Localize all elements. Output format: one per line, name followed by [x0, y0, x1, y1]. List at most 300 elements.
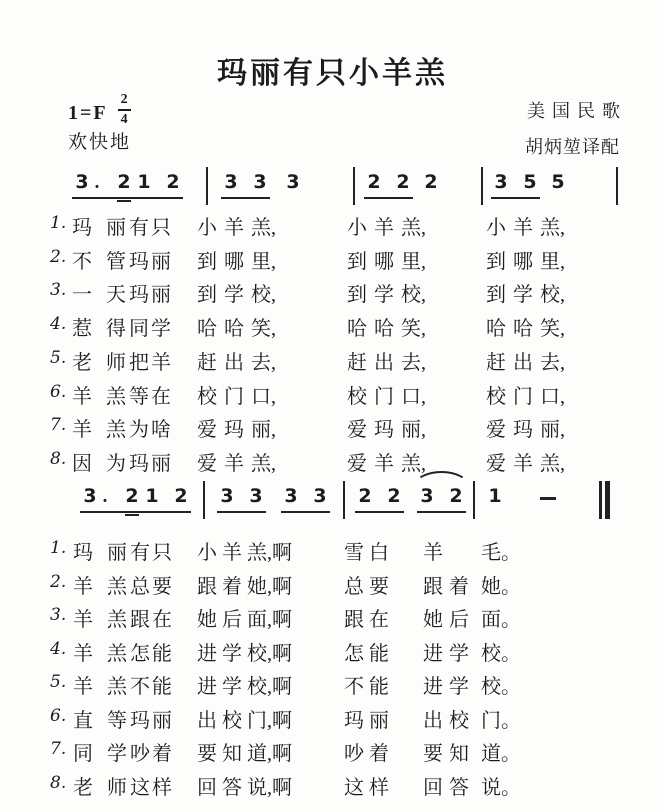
beamed-note-group [281, 485, 330, 513]
lyric-syllable: 只 [151, 217, 171, 239]
lyric-syllable: 师 [106, 351, 126, 374]
lyric-syllable: 玛 [130, 709, 150, 732]
lyric-syllable: 羔, [540, 217, 565, 239]
verse-row [0, 380, 665, 407]
lyric-syllable: 爱 [347, 452, 367, 475]
note: 3 [75, 171, 89, 193]
lyric-syllable: 丽 [106, 217, 126, 239]
lyric-syllable: 跟 [130, 609, 150, 631]
verse-row [0, 570, 665, 597]
lyric-syllable: 玛 [224, 419, 244, 442]
beamed-note-group [217, 485, 266, 513]
lyric-syllable: 校 [197, 385, 217, 408]
verse-row [0, 312, 665, 339]
lyric-syllable: 校, [251, 284, 276, 307]
lyric-syllable: 面。 [481, 609, 521, 631]
lyric-syllable: 道。 [481, 743, 521, 765]
lyric-syllable: 出 [423, 709, 443, 732]
lyric-syllable: 怎 [344, 642, 364, 665]
lyric-syllable: 能 [152, 676, 172, 698]
lyric-syllable: 赶 [486, 351, 506, 374]
lyric-syllable: 羊 [73, 609, 93, 631]
lyric-syllable: 羔, [401, 452, 426, 475]
verse-number: 1. [50, 213, 67, 233]
lyric-syllable: 玛 [72, 217, 92, 239]
lyric-syllable: 啊 [272, 609, 292, 631]
lyric-syllable: 跟 [344, 609, 364, 631]
song-origin: 美国民歌 [527, 101, 627, 121]
note: 3 [313, 485, 327, 507]
lyric-syllable: 说。 [481, 776, 521, 799]
lyric-syllable: 羔, [540, 452, 565, 475]
lyric-syllable: 里, [401, 250, 426, 273]
lyric-syllable: 着 [222, 575, 242, 598]
verse-row [0, 447, 665, 474]
lyric-syllable: 总 [344, 575, 364, 598]
lyric-syllable: 哪 [224, 250, 244, 273]
lyric-syllable: 丽 [151, 250, 171, 273]
beamed-note-group [355, 485, 404, 513]
lyric-syllable: 到 [197, 284, 217, 307]
final-barline-thick [605, 481, 610, 519]
verse-number: 5. [50, 347, 67, 368]
lyric-syllable: 羔, [251, 452, 276, 475]
verse-row [0, 245, 665, 272]
lyric-syllable: 去, [540, 351, 565, 374]
lyric-syllable: 玛 [73, 542, 93, 564]
lyric-syllable: 丽, [401, 419, 426, 442]
lyric-syllable: 玛 [129, 452, 149, 475]
lyric-syllable: 口, [401, 385, 426, 408]
time-signature-numerator: 2 [118, 93, 131, 111]
lyric-syllable: 哪 [513, 250, 533, 273]
lyric-syllable: 学 [151, 318, 171, 341]
time-signature-denominator: 4 [120, 112, 128, 127]
lyric-syllable: 羊 [423, 542, 443, 564]
lyric-syllable: 啊 [272, 542, 292, 564]
verse-row [0, 670, 665, 697]
lyric-syllable: 丽 [152, 709, 172, 732]
duration-dot: . [102, 486, 108, 507]
note: 3 [494, 171, 508, 193]
lyric-syllable: 羊 [72, 419, 92, 442]
verse-number: 7. [50, 415, 67, 436]
lyric-syllable: 等 [107, 709, 127, 732]
note: 2 [449, 485, 463, 507]
lyric-syllable: 哈 [374, 318, 394, 341]
lyric-syllable: 校。 [481, 642, 521, 665]
lyric-syllable: 啊 [272, 709, 292, 732]
verse-row [0, 346, 665, 373]
verse-row [0, 278, 665, 305]
lyric-syllable: 校 [449, 709, 469, 732]
lyric-syllable: 玛 [129, 250, 149, 273]
note: 2 [117, 171, 131, 193]
lyric-syllable: 啊 [272, 676, 292, 698]
note: 3 [253, 171, 267, 193]
lyric-syllable: 在 [151, 385, 171, 408]
lyric-syllable: 她 [423, 609, 443, 631]
lyric-syllable: 总 [130, 575, 150, 598]
barline [206, 167, 208, 205]
lyric-syllable: 哪 [374, 250, 394, 273]
lyric-syllable: 这 [344, 776, 364, 799]
verse-number: 1. [50, 538, 67, 558]
lyric-syllable: 爱 [347, 419, 367, 442]
lyric-syllable: 着 [369, 743, 389, 765]
verse-row [0, 737, 665, 764]
lyric-syllable: 怎 [130, 642, 150, 665]
lyric-syllable: 等 [129, 385, 149, 408]
lyric-syllable: 校, [247, 642, 272, 665]
lyric-syllable: 啊 [272, 575, 292, 598]
lyric-syllable: 学 [374, 284, 394, 307]
lyric-syllable: 她 [197, 609, 217, 631]
lyric-syllable: 到 [197, 250, 217, 273]
lyric-syllable: 出 [374, 351, 394, 374]
note: 2 [174, 485, 188, 507]
lyric-syllable: 小 [197, 217, 217, 239]
lyric-syllable: 样 [369, 776, 389, 799]
barline [203, 481, 205, 519]
lyric-syllable: 啊 [272, 642, 292, 665]
lyric-syllable: 学 [513, 284, 533, 307]
lyric-syllable: 把 [129, 351, 149, 374]
lyric-syllable: 校 [347, 385, 367, 408]
lyric-syllable: 直 [73, 709, 93, 732]
lyric-syllable: 要 [423, 743, 443, 765]
lyric-syllable: 学 [107, 743, 127, 765]
lyric-syllable: 羔 [107, 575, 127, 598]
lyric-syllable: 羊 [224, 452, 244, 475]
note: 2 [166, 171, 180, 193]
lyric-syllable: 校, [401, 284, 426, 307]
lyric-syllable: 有 [130, 542, 150, 564]
lyric-syllable: 笑, [540, 318, 565, 341]
lyric-syllable: 回 [423, 776, 443, 799]
lyric-syllable: 哈 [224, 318, 244, 341]
lyric-syllable: 学 [222, 676, 242, 698]
lyric-syllable: 得 [106, 318, 126, 341]
lyric-syllable: 跟 [423, 575, 443, 598]
lyric-syllable: 跟 [197, 575, 217, 598]
lyric-syllable: 她。 [481, 575, 521, 598]
barline [616, 167, 618, 205]
lyric-syllable: 爱 [486, 419, 506, 442]
verse-row [0, 771, 665, 798]
verse-number: 4. [50, 638, 67, 659]
lyric-syllable: 她, [247, 575, 272, 598]
note: 3 [220, 485, 234, 507]
lyric-syllable: 羊 [73, 676, 93, 698]
verse-row [0, 536, 665, 563]
lyric-syllable: 羊 [513, 452, 533, 475]
beamed-note-group [80, 485, 142, 513]
lyric-syllable: 啊 [272, 776, 292, 799]
lyric-syllable: 进 [197, 676, 217, 698]
lyric-syllable: 羔, [401, 217, 426, 239]
lyric-syllable: 羊 [73, 642, 93, 665]
lyric-syllable: 白 [369, 542, 389, 564]
lyric-syllable: 玛 [374, 419, 394, 442]
lyric-syllable: 羊 [72, 385, 92, 408]
lyric-syllable: 丽 [369, 709, 389, 732]
lyric-syllable: 进 [423, 676, 443, 698]
lyric-syllable: 羔 [106, 385, 126, 408]
lyric-syllable: 校。 [481, 676, 521, 698]
note: 2 [424, 171, 438, 193]
lyric-syllable: 老 [72, 351, 92, 374]
verse-number: 3. [50, 280, 67, 301]
note: 5 [551, 171, 565, 193]
lyric-syllable: 校 [222, 709, 242, 732]
lyric-syllable: 校, [540, 284, 565, 307]
lyric-syllable: 能 [369, 642, 389, 665]
lyric-syllable: 回 [197, 776, 217, 799]
verse-number: 6. [50, 705, 67, 726]
beamed-note-group [491, 171, 540, 199]
lyric-syllable: 进 [197, 642, 217, 665]
note: 2 [396, 171, 410, 193]
lyric-syllable: 羔, [251, 217, 276, 239]
note: 1 [488, 485, 502, 507]
lyric-syllable: 啥 [151, 419, 171, 442]
lyric-syllable: 吵 [130, 743, 150, 765]
lyric-syllable: 为 [106, 452, 126, 475]
final-barline-thin [599, 481, 602, 519]
verse-number: 3. [50, 605, 67, 625]
lyric-syllable: 惹 [72, 318, 92, 341]
lyric-syllable: 雪 [344, 542, 364, 564]
lyric-syllable: 答 [449, 776, 469, 799]
barline [343, 481, 345, 519]
lyric-syllable: 丽 [107, 542, 127, 564]
lyric-syllable: 出 [197, 709, 217, 732]
song-title: 玛丽有只小羊羔 [217, 57, 448, 90]
lyric-syllable: 羔 [107, 609, 127, 631]
beamed-note-group [364, 171, 413, 199]
notation-line-2 [0, 485, 665, 527]
lyric-syllable: 校, [247, 676, 272, 698]
lyric-syllable: 门 [513, 385, 533, 408]
verse-row [0, 413, 665, 440]
beamed-note-group [417, 485, 466, 513]
lyric-syllable: 要 [197, 743, 217, 765]
lyric-syllable: 笑, [401, 318, 426, 341]
credits [525, 97, 627, 159]
note: 5 [523, 171, 537, 193]
lyric-syllable: 笑, [251, 318, 276, 341]
lyric-syllable: 羔, [247, 542, 272, 564]
lyric-syllable: 羊 [513, 217, 533, 239]
lyric-syllable: 因 [72, 452, 92, 475]
lyric-syllable: 后 [449, 609, 469, 631]
beamed-note-group [221, 171, 270, 199]
lyric-syllable: 小 [486, 217, 506, 239]
lyric-syllable: 学 [224, 284, 244, 307]
lyric-syllable: 口, [251, 385, 276, 408]
lyric-syllable: 爱 [486, 452, 506, 475]
note: 3 [284, 485, 298, 507]
note: 2 [358, 485, 372, 507]
lyric-syllable: 啊 [272, 743, 292, 765]
lyric-syllable: 羊 [374, 452, 394, 475]
lyric-syllable: 说, [247, 776, 272, 799]
lyric-syllable: 学 [449, 676, 469, 698]
half-note-dash [540, 497, 556, 500]
verse-number: 6. [50, 381, 67, 402]
lyric-syllable: 面, [247, 609, 272, 631]
lyric-syllable: 去, [251, 351, 276, 374]
arranger-credit: 胡炳堃译配 [525, 137, 620, 157]
note: 3 [249, 485, 263, 507]
lyric-syllable: 毛。 [481, 542, 521, 564]
lyric-syllable: 不 [344, 676, 364, 698]
lyric-syllable: 小 [197, 542, 217, 564]
lyric-syllable: 在 [369, 609, 389, 631]
lyric-syllable: 到 [347, 284, 367, 307]
verse-number: 8. [50, 448, 67, 469]
lyric-syllable: 答 [222, 776, 242, 799]
lyric-syllable: 门。 [481, 709, 521, 732]
lyric-syllable: 不 [72, 250, 92, 273]
lyric-syllable: 要 [369, 575, 389, 598]
lyric-syllable: 这 [130, 776, 150, 799]
lyric-syllable: 道, [247, 743, 272, 765]
verse-number: 2. [50, 571, 67, 592]
lyric-syllable: 知 [449, 743, 469, 765]
lyric-syllable: 赶 [197, 351, 217, 374]
duration-dot: . [94, 172, 100, 193]
lyric-syllable: 同 [73, 743, 93, 765]
lyric-syllable: 不 [130, 676, 150, 698]
verse-row [0, 637, 665, 664]
lyric-syllable: 进 [423, 642, 443, 665]
key-and-time-signature [68, 93, 131, 127]
verse-row [0, 603, 665, 630]
note: 2 [387, 485, 401, 507]
lyric-syllable: 哈 [486, 318, 506, 341]
verse-number: 2. [50, 246, 67, 267]
verse-number: 5. [50, 672, 67, 692]
lyric-syllable: 羔 [106, 419, 126, 442]
lyric-syllable: 小 [347, 217, 367, 239]
lyric-syllable: 能 [152, 642, 172, 665]
lyric-syllable: 门 [374, 385, 394, 408]
lyric-syllable: 样 [152, 776, 172, 799]
barline [473, 481, 475, 519]
verse-number: 8. [50, 772, 67, 793]
lyric-syllable: 到 [486, 250, 506, 273]
lyric-syllable: 去, [401, 351, 426, 374]
lyric-syllable: 口, [540, 385, 565, 408]
lyric-syllable: 丽, [251, 419, 276, 442]
lyric-syllable: 里, [540, 250, 565, 273]
note: 1 [137, 171, 151, 193]
notation-line-1 [0, 171, 665, 213]
lyric-syllable: 门, [247, 709, 272, 732]
lyric-syllable: 后 [222, 609, 242, 631]
note: 2 [125, 485, 139, 507]
lyric-syllable: 为 [129, 419, 149, 442]
lyric-syllable: 只 [152, 542, 172, 564]
lyric-syllable: 羊 [374, 217, 394, 239]
barline [481, 167, 483, 205]
note: 3 [83, 485, 97, 507]
lyric-syllable: 爱 [197, 452, 217, 475]
note: 2 [367, 171, 381, 193]
lyric-syllable: 羊 [73, 575, 93, 598]
verse-number: 7. [50, 739, 67, 759]
lyric-syllable: 哈 [513, 318, 533, 341]
tempo-marking: 欢快地 [68, 132, 132, 153]
beamed-note-group [72, 171, 134, 199]
lyric-syllable: 羊 [222, 542, 242, 564]
beamed-note-group [142, 485, 191, 513]
lyric-syllable: 能 [369, 676, 389, 698]
lyric-syllable: 丽 [151, 284, 171, 307]
beamed-note-group [134, 171, 183, 199]
lyric-syllable: 门 [224, 385, 244, 408]
lyric-syllable: 爱 [197, 419, 217, 442]
lyric-syllable: 赶 [347, 351, 367, 374]
lyric-syllable: 丽, [540, 419, 565, 442]
lyric-syllable: 羊 [151, 351, 171, 374]
note: 1 [145, 485, 159, 507]
lyric-syllable: 师 [107, 776, 127, 799]
lyric-syllable: 着 [449, 575, 469, 598]
lyric-syllable: 要 [152, 575, 172, 598]
lyric-syllable: 羔 [107, 642, 127, 665]
lyric-syllable: 羊 [224, 217, 244, 239]
lyric-syllable: 知 [222, 743, 242, 765]
lyric-syllable: 学 [449, 642, 469, 665]
lyric-syllable: 天 [106, 284, 126, 307]
lyric-syllable: 校 [486, 385, 506, 408]
lyric-syllable: 着 [152, 743, 172, 765]
lyric-syllable: 玛 [344, 709, 364, 732]
lyric-syllable: 哈 [197, 318, 217, 341]
lyric-syllable: 吵 [344, 743, 364, 765]
lyric-syllable: 到 [347, 250, 367, 273]
lyric-syllable: 到 [486, 284, 506, 307]
verse-row [0, 704, 665, 731]
lyric-syllable: 老 [73, 776, 93, 799]
verse-number: 4. [50, 314, 67, 335]
lyric-syllable: 玛 [513, 419, 533, 442]
lyric-syllable: 同 [129, 318, 149, 341]
lyric-syllable: 在 [152, 609, 172, 631]
key-signature: 1=F [68, 102, 108, 124]
lyric-syllable: 学 [222, 642, 242, 665]
note: 3 [420, 485, 434, 507]
verse-row [0, 211, 665, 238]
note: 3 [286, 171, 300, 193]
lyric-syllable: 管 [106, 250, 126, 273]
lyric-syllable: 里, [251, 250, 276, 273]
barline [353, 167, 355, 205]
lyric-syllable: 一 [72, 284, 92, 307]
lyric-syllable: 丽 [151, 452, 171, 475]
lyric-syllable: 玛 [129, 284, 149, 307]
lyric-syllable: 出 [513, 351, 533, 374]
time-signature [118, 93, 131, 127]
final-barline [599, 481, 610, 519]
note: 3 [224, 171, 238, 193]
lyric-syllable: 哈 [347, 318, 367, 341]
lyric-syllable: 羔 [107, 676, 127, 698]
lyric-syllable: 有 [129, 217, 149, 239]
